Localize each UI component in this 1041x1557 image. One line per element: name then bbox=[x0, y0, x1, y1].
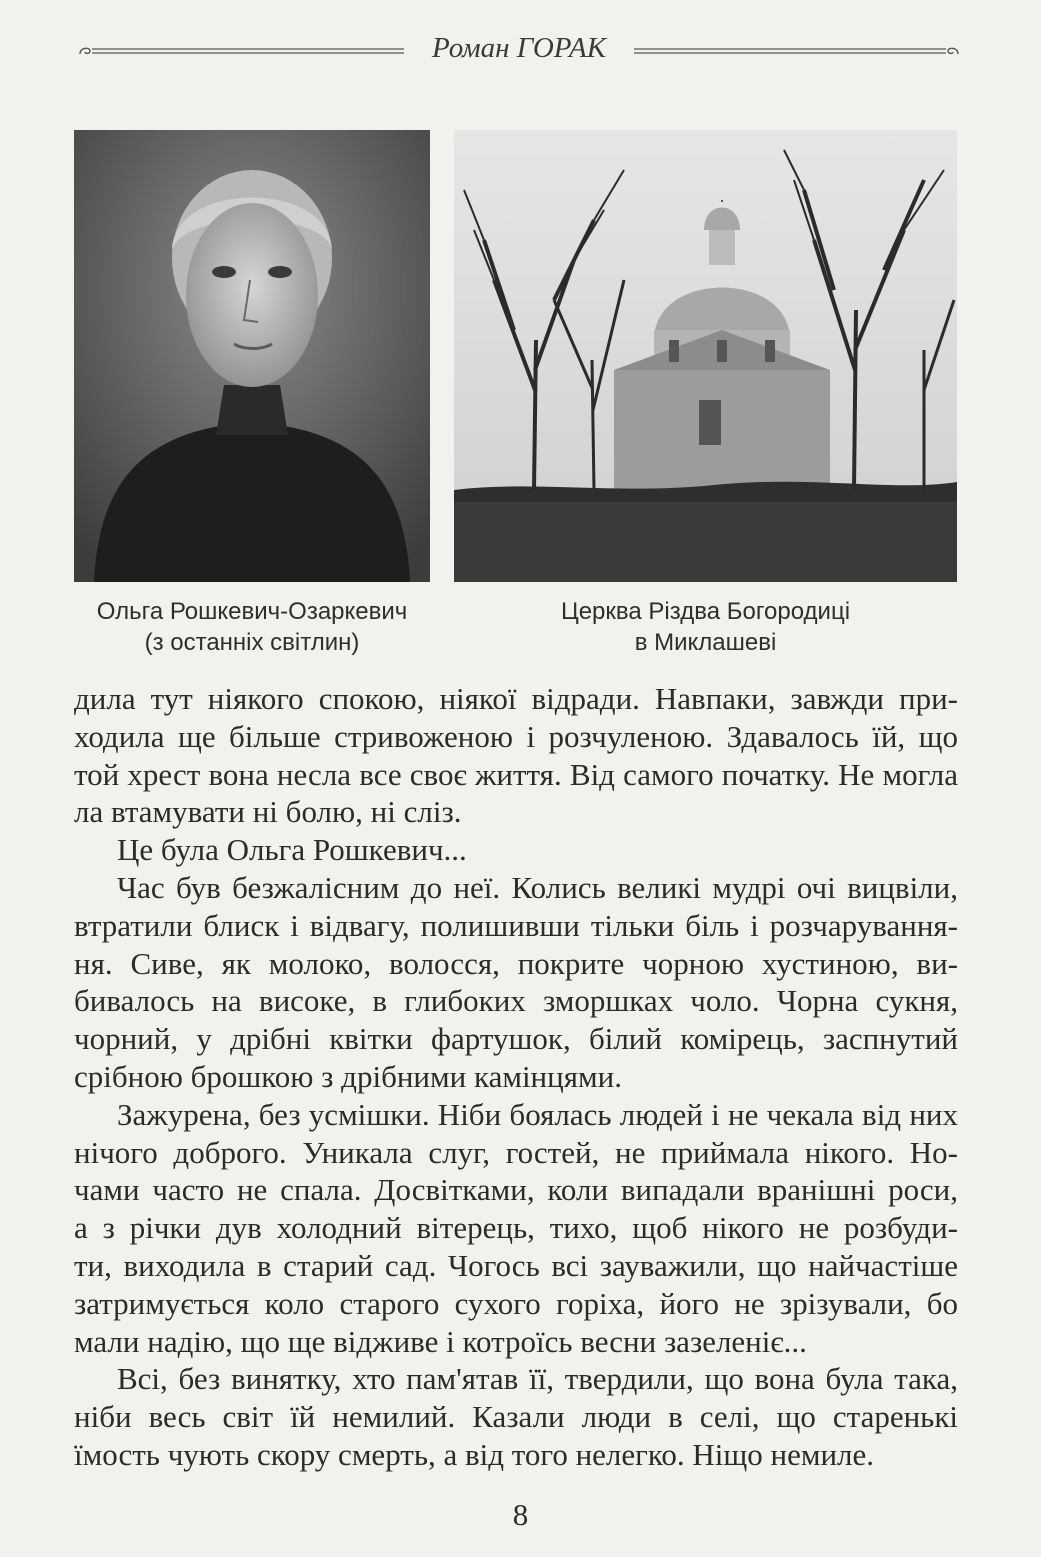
text-line: Всі, без винятку, хто пам'ятав її, твердили, що вона була така, bbox=[117, 1361, 958, 1397]
text-line: срібною брошкою з дрібними камінцями. bbox=[74, 1058, 622, 1094]
text-line: нічого доброго. Уникала слуг, гостей, не приймала нікого. Но- bbox=[74, 1134, 958, 1170]
text-line: той хрест вона несла все своє життя. Від самого початку. Не могла bbox=[74, 756, 958, 792]
text-line: ня. Сиве, як молоко, волосся, покрите чорною хустиною, ви- bbox=[74, 945, 958, 981]
text-line: бивалось на високе, в глибоких зморшках чоло. Чорна сукня, bbox=[74, 983, 958, 1019]
text-line: затримується коло старого сухого горіха, його не зрізували, бо bbox=[74, 1285, 958, 1321]
text-line: втратили блиск і відвагу, полишивши тільки біль і розчарування- bbox=[74, 907, 958, 943]
text-line: Це була Ольга Рошкевич... bbox=[117, 832, 467, 868]
text-line: Час був безжалісним до неї. Колись великі мудрі очі вицвіли, bbox=[117, 869, 958, 905]
caption-line: Ольга Рошкевич-Озаркевич bbox=[96, 598, 408, 625]
ornamental-rule-left bbox=[78, 46, 408, 56]
text-line: ла втамувати ні болю, ні сліз. bbox=[74, 794, 462, 830]
text-line: чорний, у дрібні квітки фартушок, білий комірець, заспнутий bbox=[74, 1021, 958, 1057]
caption-line: (з останніх світлин) bbox=[144, 629, 360, 656]
text-line: їмость чують скору смерть, а від того нелегко. Ніщо немиле. bbox=[74, 1436, 875, 1472]
caption-line: Церква Різдва Богородиці bbox=[560, 598, 851, 625]
portrait-photo bbox=[74, 130, 430, 582]
text-line: ти, виходила в старий сад. Чогось всі зауважили, що найчастіше bbox=[74, 1247, 958, 1283]
text-line: мали надію, що ще відживе і котроїсь весни зазеленіє... bbox=[74, 1323, 807, 1359]
running-header-title: Роман ГОРАК bbox=[432, 32, 606, 64]
caption-line: в Миклашеві bbox=[634, 629, 777, 656]
text-line: Зажурена, без усмішки. Ніби боялась людей і не чекала від них bbox=[117, 1096, 958, 1132]
text-line: ніби весь світ їй немилий. Казали люди в селі, що старенькі bbox=[74, 1399, 958, 1435]
page-number: 8 bbox=[512, 1497, 529, 1532]
church-photo bbox=[454, 130, 957, 582]
text-line: ходила ще більше стривоженою і розчуленою. Здавалось їй, що bbox=[74, 718, 958, 754]
text-line: дила тут ніякого спокою, ніякої відради. Навпаки, завжди при- bbox=[74, 681, 958, 716]
text-line: чами часто не спала. Досвітками, коли випадали вранішні роси, bbox=[74, 1172, 958, 1208]
ornamental-rule-right bbox=[630, 46, 960, 56]
portrait-caption bbox=[74, 596, 430, 658]
body-text bbox=[74, 680, 958, 1474]
running-header bbox=[78, 28, 960, 74]
church-caption bbox=[454, 596, 957, 658]
text-line: а з річки дув холодний вітерець, тихо, щоб нікого не розбуди- bbox=[74, 1210, 958, 1246]
